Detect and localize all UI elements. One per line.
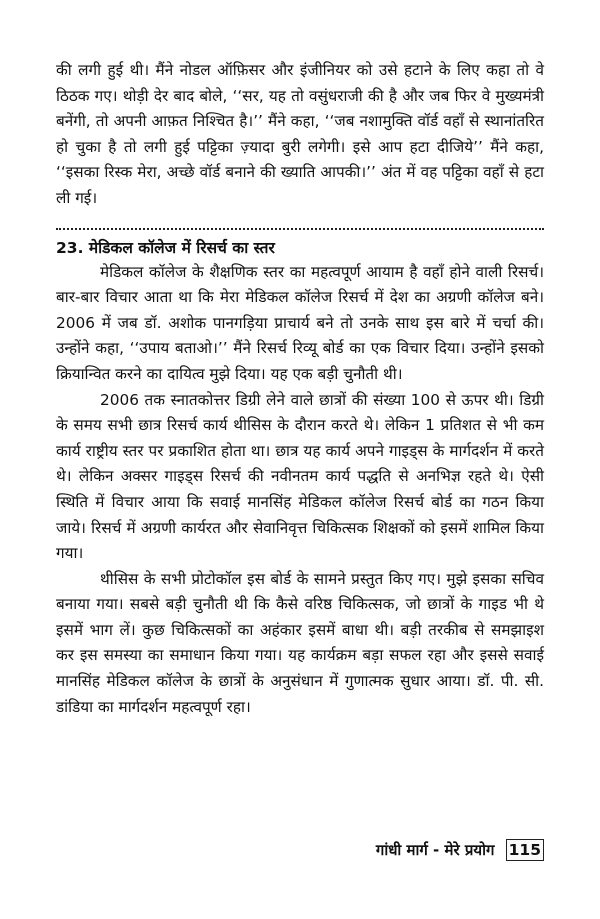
paragraph: 2006 तक स्नातकोत्तर डिग्री लेने वाले छात्रों की संख्या 100 से ऊपर थी। डिग्री के समय सभी छात्र रिसर्च कार्य थीसिस के दौरान करते थे। लेकिन 1 प्रतिशत से भी कम कार्य राष्ट्रीय स्तर पर प्रकाशित होता था। छात्र यह कार्य अपने गाइड्स के मार्गदर्शन में करते थे। लेकिन अक्सर गाइड्स रिसर्च की नवीनतम कार्य पद्धति से अनभिज्ञ रहते थे। ऐसी स्थिति में विचार आया कि सवाई मानसिंह मेडिकल कॉलेज रिसर्च बोर्ड का गठन किया जाये। रिसर्च में अग्रणी कार्यरत और सेवानिवृत्त चिकित्सक शिक्षकों को इसमें शामिल किया गया।: [56, 390, 544, 563]
page-footer: [0, 839, 544, 861]
book-title: गांधी मार्ग - मेरे प्रयोग: [375, 841, 495, 859]
paragraph-continued: की लगी हुई थी। मैंने नोडल ऑफ़िसर और इंजीनियर को उसे हटाने के लिए कहा तो वे ठिठक गए। थोड़ी देर बाद बोले, ‘‘सर, यह तो वसुंधराजी की है और जब फिर वे मुख्यमंत्री बनेंगी, तो अपनी आफ़त निश्चित है।’’ मैंने कहा, ‘‘जब नशामुक्ति वॉर्ड वहाँ से स्थानांतरित हो चुका है तो लगी हुई पट्टिका ज़्यादा बुरी लगेगी। इसे आप हटा दीजिये’’ मैंने कहा, ‘‘इसका रिस्क मेरा, अच्छे वॉर्ड बनाने की ख्याति आपकी।’’ अंत में वह पट्टिका वहाँ से हटा ली गई।: [56, 61, 544, 207]
page-body: [56, 58, 544, 720]
paragraph: थीसिस के सभी प्रोटोकॉल इस बोर्ड के सामने प्रस्तुत किए गए। मुझे इसका सचिव बनाया गया। सबसे बड़ी चुनौती थी कि कैसे वरिष्ठ चिकित्सक, जो छात्रों के गाइड भी थे इसमें भाग लें। कुछ चिकित्सकों का अहंकार इसमें बाधा थी। बड़ी तरकीब से समझाइश कर इस समस्या का समाधान किया गया। यह कार्यक्रम बड़ा सफल रहा और इससे सवाई मानसिंह मेडिकल कॉलेज के छात्रों के अनुसंधान में गुणात्मक सुधार आया। डॉ. पी. सी. डांडिया का मार्गदर्शन महत्वपूर्ण रहा।: [56, 569, 544, 716]
page-number: 115: [506, 839, 544, 861]
paragraph: मेडिकल कॉलेज के शैक्षणिक स्तर का महत्वपूर्ण आयाम है वहाँ होने वाली रिसर्च। बार-बार विचार आता था कि मेरा मेडिकल कॉलेज रिसर्च में देश का अग्रणी कॉलेज बने। 2006 में जब डॉ. अशोक पानगड़िया प्राचार्य बने तो उनके साथ इस बारे में चर्चा की। उन्होंने कहा, ‘‘उपाय बताओ।’’ मैंने रिसर्च रिव्यू बोर्ड का एक विचार दिया। उन्होंने इसको क्रियान्वित करने का दायित्व मुझे दिया। यह एक बड़ी चुनौती थी।: [56, 262, 544, 383]
section-heading: 23. मेडिकल कॉलेज में रिसर्च का स्तर: [56, 238, 275, 257]
dotted-separator: [56, 228, 544, 230]
